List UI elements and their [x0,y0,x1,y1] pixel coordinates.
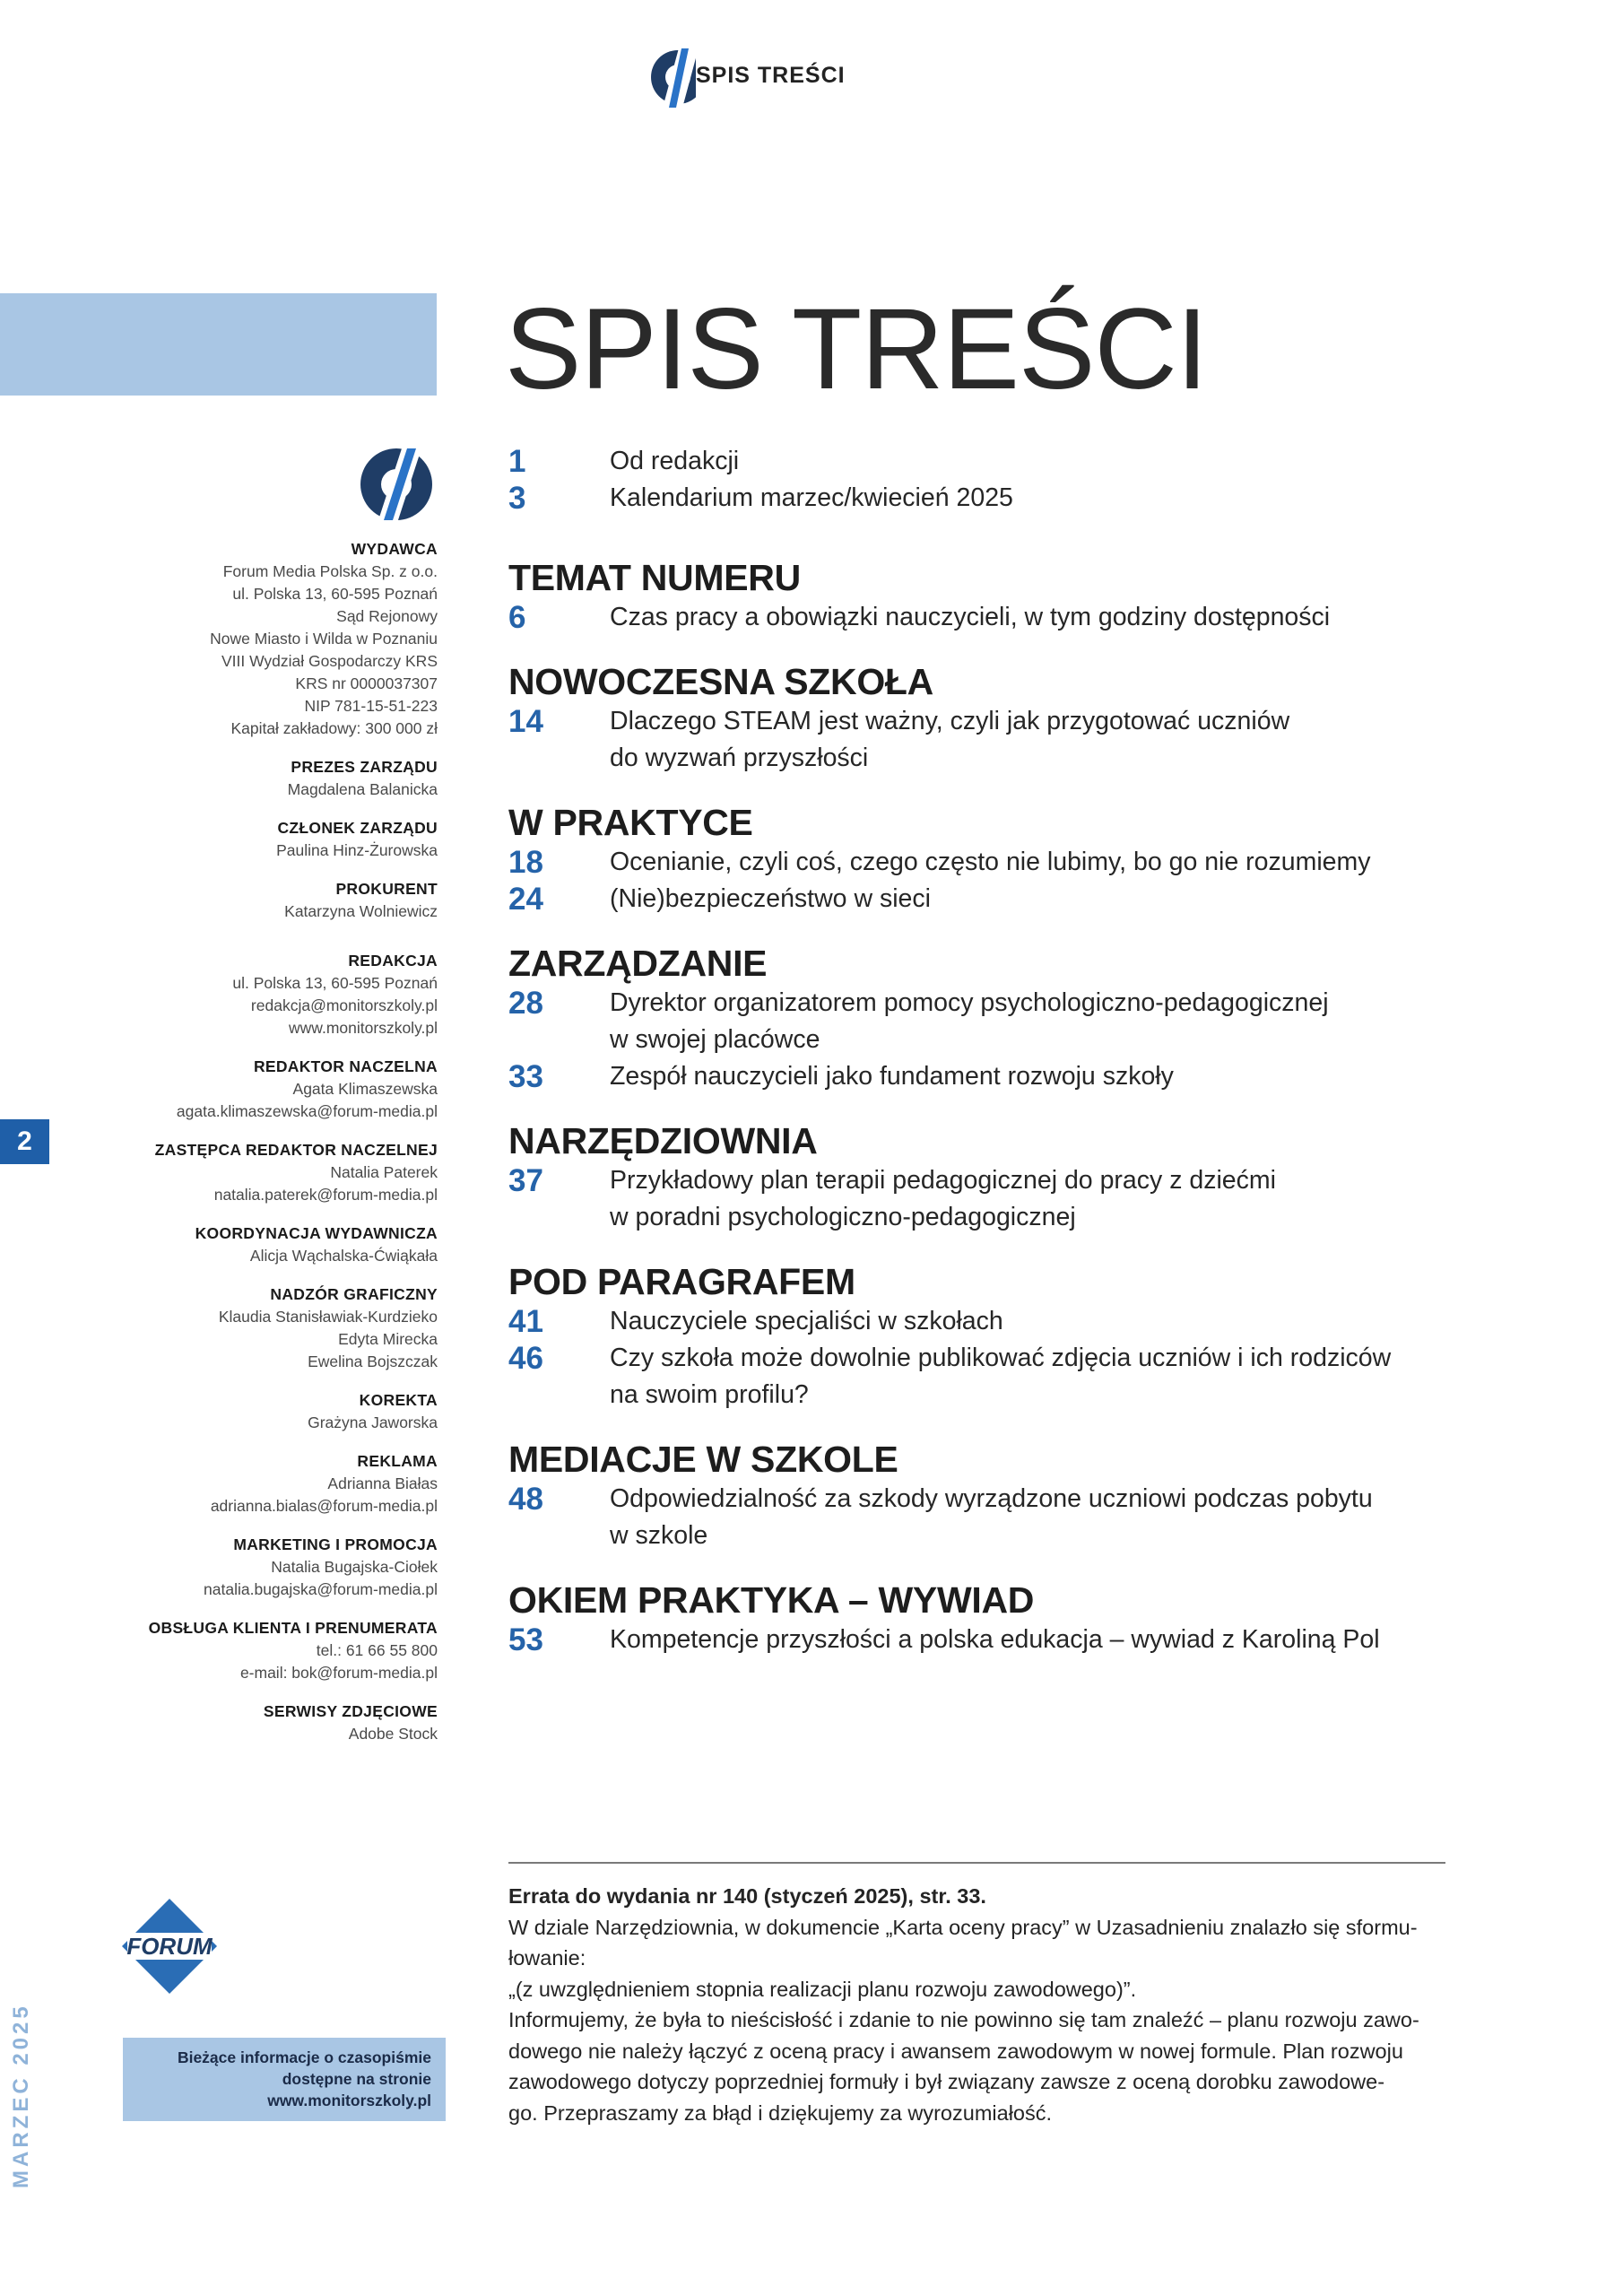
table-of-contents [508,443,1540,1683]
masthead-line: NIP 781-15-51-223 [304,697,438,715]
masthead-group [61,1700,438,1745]
masthead-group [61,1222,438,1267]
masthead-heading: KOREKTA [359,1391,438,1409]
toc-section-heading: NOWOCZESNA SZKOŁA [508,661,933,702]
errata-line: go. Przepraszamy za błąd i dziękujemy za wyrozumiałość. [508,2100,1053,2125]
masthead-group [61,756,438,801]
forum-logo-icon [120,1897,219,1996]
toc-entry-title [610,1340,1391,1413]
masthead-line: tel.: 61 66 55 800 [316,1641,438,1659]
svg-text:FORUM: FORUM [126,1933,213,1960]
toc-entry[interactable] [508,1481,1540,1554]
masthead-line: Nowe Miasto i Wilda w Poznaniu [210,630,438,648]
toc-entry-title: Od redakcji [610,447,740,475]
errata-line: Informujemy, że była to nieścisłość i zdanie to nie powinno się tam znaleźć – planu rozwoju zawo- [508,2008,1419,2031]
toc-entry-line: Dyrektor organizatorem pomocy psychologiczno-pedagogicznej [610,988,1329,1017]
toc-section [508,801,1540,918]
toc-entry-line: do wyzwań przyszłości [610,744,869,772]
toc-entry-line: Odpowiedzialność za szkody wyrządzone uczniowi podczas pobytu [610,1484,1373,1513]
toc-entry-title [610,1622,1380,1658]
header-section-label: SPIS TREŚCI [696,63,846,88]
page-number: 2 [0,1119,49,1164]
masthead-line: Sąd Rejonowy [336,607,438,625]
toc-section [508,556,1540,636]
errata-line: łowanie: [508,1946,586,1970]
masthead-line: Natalia Bugajska-Ciołek [271,1558,438,1576]
masthead-line: redakcja@monitorszkoly.pl [250,996,438,1014]
masthead-line: ul. Polska 13, 60-595 Poznań [232,974,438,992]
errata-title: Errata do wydania nr 140 (styczeń 2025), str. 33. [508,1884,986,1908]
masthead-line: natalia.bugajska@forum-media.pl [204,1580,438,1598]
toc-section [508,1578,1540,1658]
masthead-group [61,817,438,862]
masthead-line: Adobe Stock [348,1725,438,1743]
toc-page-number: 53 [508,1622,543,1657]
masthead-group [61,950,438,1039]
masthead-heading: PROKURENT [335,880,438,898]
masthead-group [61,1283,438,1373]
toc-section [508,1260,1540,1413]
errata-line: dowego nie należy łączyć z oceną pracy i awansem zawodowym w nowej formule. Plan rozwoju [508,2039,1403,2063]
masthead-heading: ZASTĘPCA REDAKTOR NACZELNEJ [154,1141,438,1159]
divider [508,1862,1445,1864]
masthead-line: Klaudia Stanisławiak-Kurdzieko [218,1308,438,1326]
toc-page-number: 46 [508,1341,543,1376]
toc-entry-title [610,1162,1276,1236]
toc-entry-line: Zespół nauczycieli jako fundament rozwoju szkoły [610,1062,1174,1091]
toc-entry-title [610,1058,1174,1095]
toc-entry-line: Nauczyciele specjaliści w szkołach [610,1307,1003,1335]
toc-section-heading: W PRAKTYCE [508,802,753,843]
toc-entry-line: (Nie)bezpieczeństwo w sieci [610,884,931,913]
masthead-line: Agata Klimaszewska [292,1080,438,1098]
decorative-blue-band [0,293,437,396]
masthead-line: adrianna.bialas@forum-media.pl [210,1497,438,1515]
toc-entry[interactable] [508,1303,1540,1340]
toc-entry-line: w swojej placówce [610,1025,820,1054]
masthead-line: Alicja Wąchalska-Ćwiąkała [249,1247,438,1265]
masthead-line: Kapitał zakładowy: 300 000 zł [230,719,438,737]
masthead-group [61,878,438,923]
toc-entry[interactable] [508,703,1540,777]
masthead-line: Adrianna Białas [327,1474,438,1492]
masthead-heading: MARKETING I PROMOCJA [233,1535,438,1553]
page-title: SPIS TREŚCI [505,285,1208,413]
toc-page-number: 1 [508,444,526,479]
errata-line: „(z uwzględnieniem stopnia realizacji planu rozwoju zawodowego)”. [508,1977,1137,2001]
masthead-group [61,1056,438,1123]
errata [508,1881,1468,2128]
masthead-heading: NADZÓR GRAFICZNY [270,1285,438,1303]
toc-section-heading: ZARZĄDZANIE [508,943,768,984]
masthead-line: natalia.paterek@forum-media.pl [213,1186,438,1204]
masthead-heading: REDAKTOR NACZELNA [253,1057,438,1075]
toc-entry[interactable] [508,1340,1540,1413]
toc-entry-line: Czy szkoła może dowolnie publikować zdjęcia uczniów i ich rodziców [610,1344,1392,1372]
toc-entry-title [610,1303,1003,1340]
toc-page-number: 28 [508,986,543,1021]
masthead-heading: PREZES ZARZĄDU [291,758,438,776]
toc-entry-title [610,844,1371,881]
masthead-group [61,1534,438,1601]
toc-entry-line: Przykładowy plan terapii pedagogicznej do pracy z dziećmi [610,1166,1276,1195]
masthead-line: Paulina Hinz-Żurowska [276,841,438,859]
toc-entry-title: Kalendarium marzec/kwiecień 2025 [610,483,1013,512]
toc-section-heading: OKIEM PRAKTYKA – WYWIAD [508,1579,1035,1621]
toc-entry[interactable] [508,844,1540,881]
info-box-line: Bieżące informacje o czasopiśmie [177,2048,431,2066]
issue-month: MARZEC 2025 [9,2003,33,2188]
masthead-group [61,538,438,740]
toc-intro [508,443,1540,517]
toc-entry[interactable] [508,1162,1540,1236]
masthead-line: Edyta Mirecka [338,1330,438,1348]
masthead-line: Magdalena Balanicka [287,780,438,798]
toc-section [508,1438,1540,1554]
masthead-line: ul. Polska 13, 60-595 Poznań [232,585,438,603]
toc-entry-line: Dlaczego STEAM jest ważny, czyli jak przygotować uczniów [610,707,1290,735]
masthead-heading: CZŁONEK ZARZĄDU [277,819,438,837]
forum-logo [120,1897,219,1996]
masthead-line: KRS nr 0000037307 [295,674,438,692]
masthead-line: www.monitorszkoly.pl [289,1019,438,1037]
toc-section [508,1119,1540,1236]
header-logo [642,36,875,118]
toc-page-number: 14 [508,704,543,739]
masthead-line: Forum Media Polska Sp. z o.o. [222,562,438,580]
toc-entry[interactable] [508,1058,1540,1095]
toc-entry-line: Czas pracy a obowiązki nauczycieli, w tym godziny dostępności [610,603,1331,631]
masthead-heading: SERWISY ZDJĘCIOWE [263,1702,438,1720]
masthead-line: Natalia Paterek [330,1163,438,1181]
masthead-heading: REDAKCJA [348,952,438,970]
toc-entry-title [610,881,931,918]
errata-line: zawodowego dotyczy poprzedniej formuły i był związany zawsze z oceną dorobku zawodowe- [508,2070,1385,2093]
toc-entry[interactable] [508,1622,1540,1658]
toc-entry-title [610,1481,1373,1554]
toc-section-heading: NARZĘDZIOWNIA [508,1120,818,1161]
toc-entry-line: na swoim profilu? [610,1380,809,1409]
masthead-group [61,1450,438,1518]
masthead-line: Grażyna Jaworska [308,1413,438,1431]
errata-line: W dziale Narzędziownia, w dokumencie „Karta oceny pracy” w Uzasadnieniu znalazło się sformu- [508,1915,1418,1939]
toc-section [508,942,1540,1095]
info-box-line: www.monitorszkoly.pl [267,2092,431,2109]
masthead-heading: OBSŁUGA KLIENTA I PRENUMERATA [148,1619,438,1637]
masthead-heading: WYDAWCA [351,540,438,558]
toc-page-number: 3 [508,481,526,516]
toc-entry[interactable] [508,599,1540,636]
toc-entry[interactable] [508,881,1540,918]
toc-entry[interactable] [508,480,1540,517]
toc-entry[interactable] [508,443,1540,480]
masthead-line: Ewelina Bojszczak [308,1352,438,1370]
masthead-group [61,1139,438,1206]
masthead-line: agata.klimaszewska@forum-media.pl [176,1102,438,1120]
toc-entry[interactable] [508,985,1540,1058]
masthead-group [61,1617,438,1684]
toc-entry-title [610,703,1289,777]
monitor-szkoly-logo-icon [352,439,438,529]
info-box [123,2038,446,2121]
toc-section [508,660,1540,777]
toc-page-number: 33 [508,1059,543,1094]
masthead-line: VIII Wydział Gospodarczy KRS [221,652,438,670]
toc-entry-line: Kompetencje przyszłości a polska edukacja – wywiad z Karoliną Pol [610,1625,1380,1654]
toc-page-number: 24 [508,882,543,917]
masthead-heading: REKLAMA [357,1452,438,1470]
toc-page-number: 48 [508,1482,543,1517]
toc-section-heading: TEMAT NUMERU [508,557,801,598]
toc-page-number: 6 [508,600,526,635]
toc-section-heading: POD PARAGRAFEM [508,1261,855,1302]
masthead-line: Katarzyna Wolniewicz [284,902,438,920]
toc-page-number: 18 [508,845,543,880]
toc-page-number: 37 [508,1163,543,1198]
masthead-heading: KOORDYNACJA WYDAWNICZA [195,1224,438,1242]
toc-entry-title [610,985,1329,1058]
toc-entry-title [610,599,1330,636]
toc-page-number: 41 [508,1304,543,1339]
toc-entry-line: Ocenianie, czyli coś, czego często nie lubimy, bo go nie rozumiemy [610,848,1371,876]
masthead [61,538,438,1761]
toc-entry-line: w poradni psychologiczno-pedagogicznej [610,1203,1076,1231]
info-box-line: dostępne na stronie [282,2070,431,2088]
monitor-szkoly-logo-icon [642,36,696,118]
toc-section-heading: MEDIACJE W SZKOLE [508,1439,898,1480]
masthead-line: e-mail: bok@forum-media.pl [239,1664,438,1682]
masthead-group [61,1389,438,1434]
toc-entry-line: w szkole [610,1521,708,1550]
